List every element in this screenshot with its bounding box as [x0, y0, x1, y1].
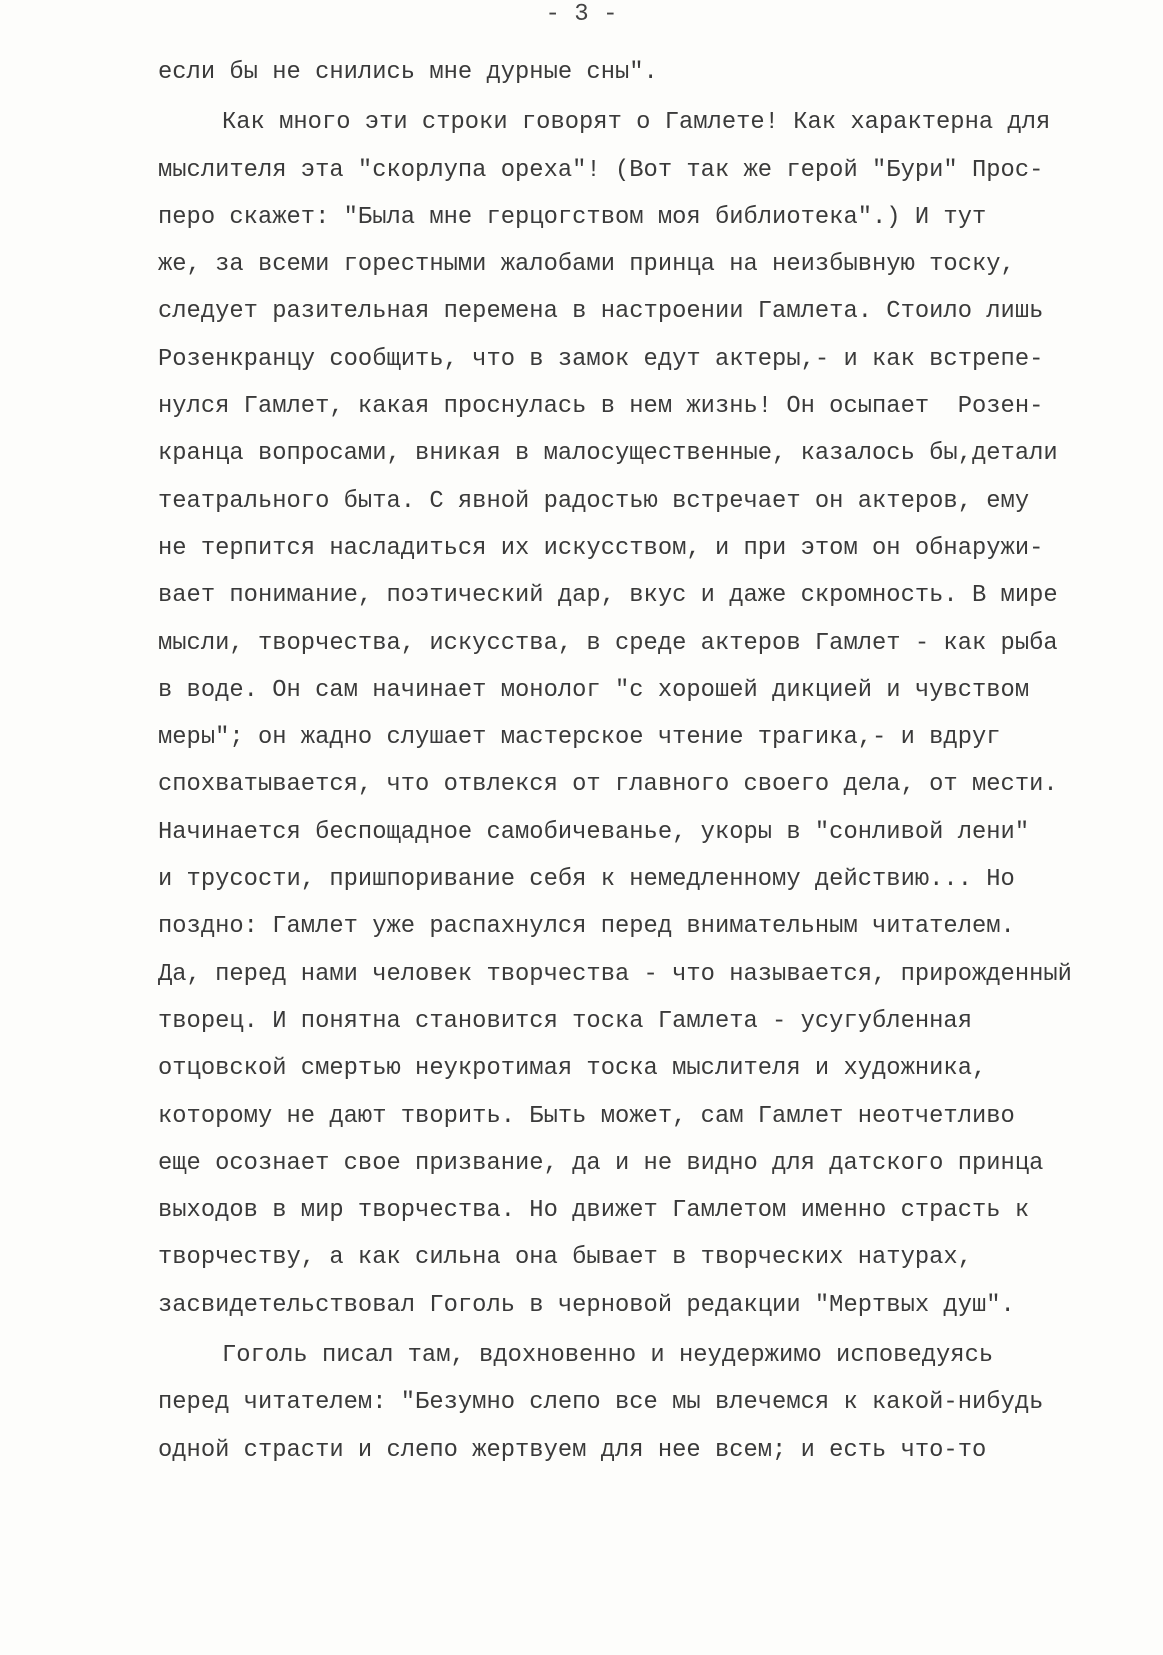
text-line: нулся Гамлет, какая проснулась в нем жизнь! Он осыпает Розен-	[158, 393, 1044, 421]
text-line: перо скажет: "Была мне герцогством моя библиотека".) И тут	[158, 203, 987, 231]
text-line: которому не дают творить. Быть может, сам Гамлет неотчетливо	[158, 1102, 1015, 1130]
text-line: не терпится насладиться их искусством, и при этом он обнаружи-	[158, 534, 1044, 562]
text-line: Розенкранцу сообщить, что в замок едут актеры,- и как встрепе-	[158, 345, 1044, 373]
text-line: в воде. Он сам начинает монолог "с хорошей дикцией и чувством	[158, 676, 1030, 704]
text-line: же, за всеми горестными жалобами принца на неизбывную тоску,	[158, 251, 1015, 279]
text-line: кранца вопросами, вникая в малосущественные, казалось бы,детали	[158, 440, 1058, 468]
text-line: засвидетельствовал Гоголь в черновой редакции "Мертвых душ".	[158, 1291, 1015, 1319]
page-number: - 3 -	[545, 1, 618, 28]
text-line: Гоголь писал там, вдохновенно и неудержимо исповедуясь	[222, 1342, 994, 1370]
typewritten-text-body	[158, 49, 1158, 1474]
text-line: перед читателем: "Безумно слепо все мы влечемся к какой-нибудь	[158, 1389, 1044, 1417]
text-line: мыслителя эта "скорлупа ореха"! (Вот так же герой "Бури" Прос-	[158, 156, 1044, 184]
text-line: вает понимание, поэтический дар, вкус и даже скромность. В мире	[158, 582, 1058, 610]
text-line: если бы не снились мне дурные сны".	[158, 59, 658, 86]
text-line: одной страсти и слепо жертвуем для нее всем; и есть что-то	[158, 1436, 987, 1464]
text-line: спохватывается, что отвлекся от главного своего дела, от мести.	[158, 771, 1058, 799]
text-line: Да, перед нами человек творчества - что называется, прирожденный	[158, 960, 1072, 988]
text-line: Как много эти строки говорят о Гамлете! Как характерна для	[222, 109, 1051, 137]
text-line: отцовской смертью неукротимая тоска мыслителя и художника,	[158, 1055, 987, 1083]
text-line: и трусости, пришпоривание себя к немедленному действию... Но	[158, 866, 1015, 894]
text-line: творец. И понятна становится тоска Гамлета - усугубленная	[158, 1007, 972, 1035]
text-line: следует разительная перемена в настроении Гамлета. Стоило лишь	[158, 298, 1044, 326]
text-line: поздно: Гамлет уже распахнулся перед внимательным читателем.	[158, 913, 1015, 941]
text-line: Начинается беспощадное самобичеванье, укоры в "сонливой лени"	[158, 818, 1030, 846]
text-line: театрального быта. С явной радостью встречает он актеров, ему	[158, 487, 1030, 515]
text-line: выходов в мир творчества. Но движет Гамлетом именно страсть к	[158, 1197, 1030, 1225]
text-line: творчеству, а как сильна она бывает в творческих натурах,	[158, 1244, 972, 1272]
text-line: еще осознает свое призвание, да и не видно для датского принца	[158, 1149, 1044, 1177]
text-line: меры"; он жадно слушает мастерское чтение трагика,- и вдруг	[158, 724, 1001, 752]
text-line: мысли, творчества, искусства, в среде актеров Гамлет - как рыба	[158, 629, 1058, 657]
